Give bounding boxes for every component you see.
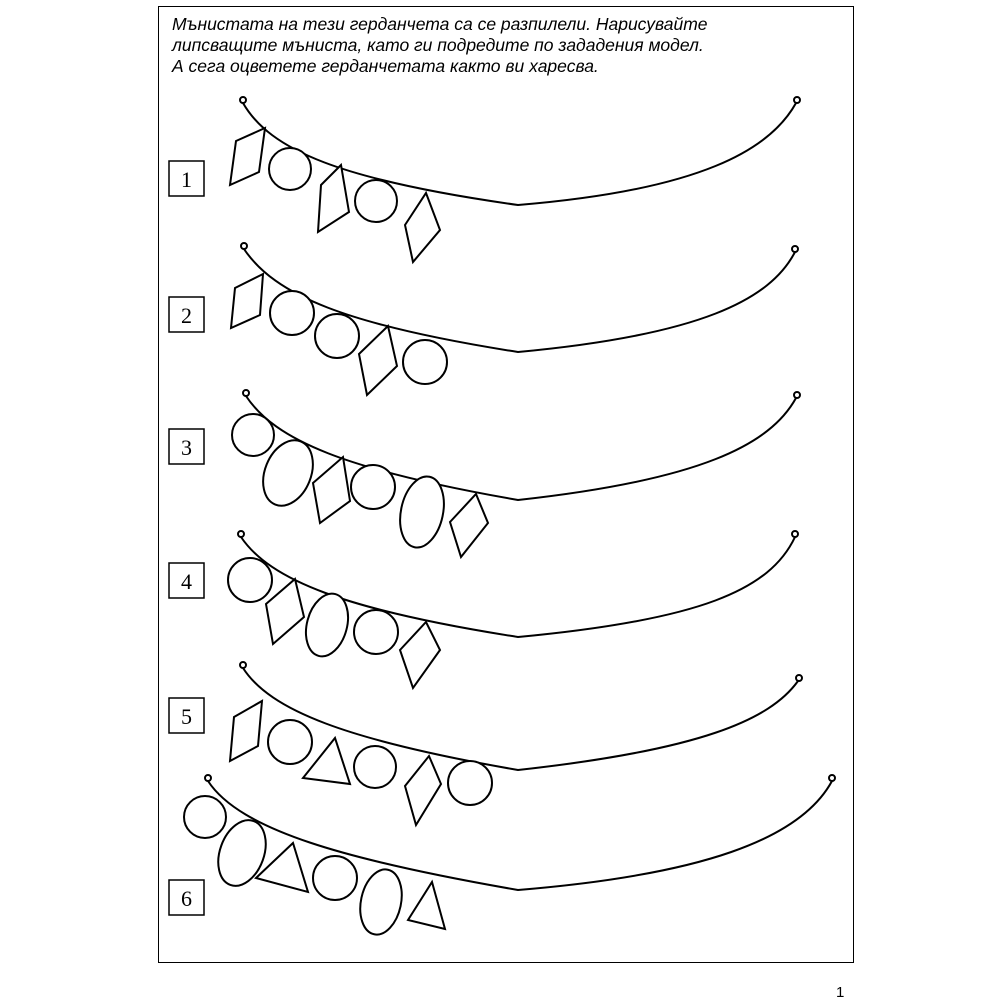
bead-rhombus — [359, 326, 397, 395]
bead-rhombus — [230, 701, 262, 761]
string-end-right — [792, 531, 798, 537]
bead-circle — [403, 340, 447, 384]
bead-rhombus — [450, 494, 488, 557]
bead-rhombus — [230, 128, 265, 185]
bead-circle — [184, 796, 226, 838]
bead-rhombus — [266, 579, 304, 644]
bead-rhombus — [313, 457, 350, 523]
bead-circle — [270, 291, 314, 335]
necklace-1 — [169, 97, 800, 262]
bead-rhombus — [231, 274, 263, 328]
bead-circle — [448, 761, 492, 805]
string-end-left — [243, 390, 249, 396]
bead-triangle — [408, 882, 445, 929]
bead-circle — [354, 746, 396, 788]
bead-rhombus — [318, 165, 349, 232]
bead-circle — [315, 314, 359, 358]
number-label-6: 6 — [181, 886, 192, 911]
bead-circle — [228, 558, 272, 602]
string-end-right — [829, 775, 835, 781]
string-end-left — [205, 775, 211, 781]
string-end-right — [794, 392, 800, 398]
string-end-left — [240, 662, 246, 668]
bead-circle — [232, 414, 274, 456]
bead-rhombus — [405, 756, 441, 825]
necklace-2 — [169, 243, 798, 395]
bead-circle — [269, 148, 311, 190]
number-label-5: 5 — [181, 704, 192, 729]
bead-circle — [354, 610, 398, 654]
bead-circle — [313, 856, 357, 900]
bead-circle — [351, 465, 395, 509]
bead-rhombus — [405, 193, 440, 262]
bead-ellipse — [355, 866, 408, 939]
string-end-right — [792, 246, 798, 252]
instruction-line-3: А сега оцветете герданчетата както ви харесва. — [172, 56, 599, 76]
necklace-3 — [169, 390, 800, 557]
necklace-6 — [169, 775, 835, 938]
instruction-line-1: Мънистата на тези герданчета са се разпилели. Нарисувайте — [172, 14, 708, 34]
string-end-right — [794, 97, 800, 103]
string-end-right — [796, 675, 802, 681]
number-label-2: 2 — [181, 303, 192, 328]
instruction-line-2: липсващите мъниста, като ги подредите по зададения модел. — [172, 35, 704, 55]
number-label-1: 1 — [181, 167, 192, 192]
string-end-left — [241, 243, 247, 249]
number-label-3: 3 — [181, 435, 192, 460]
number-label-4: 4 — [181, 569, 192, 594]
string-end-left — [240, 97, 246, 103]
page-number: 1 — [836, 984, 845, 1001]
necklace-4 — [169, 531, 798, 688]
bead-rhombus — [400, 622, 440, 688]
necklace-5 — [169, 662, 802, 825]
bead-circle — [355, 180, 397, 222]
bead-circle — [268, 720, 312, 764]
string-end-left — [238, 531, 244, 537]
